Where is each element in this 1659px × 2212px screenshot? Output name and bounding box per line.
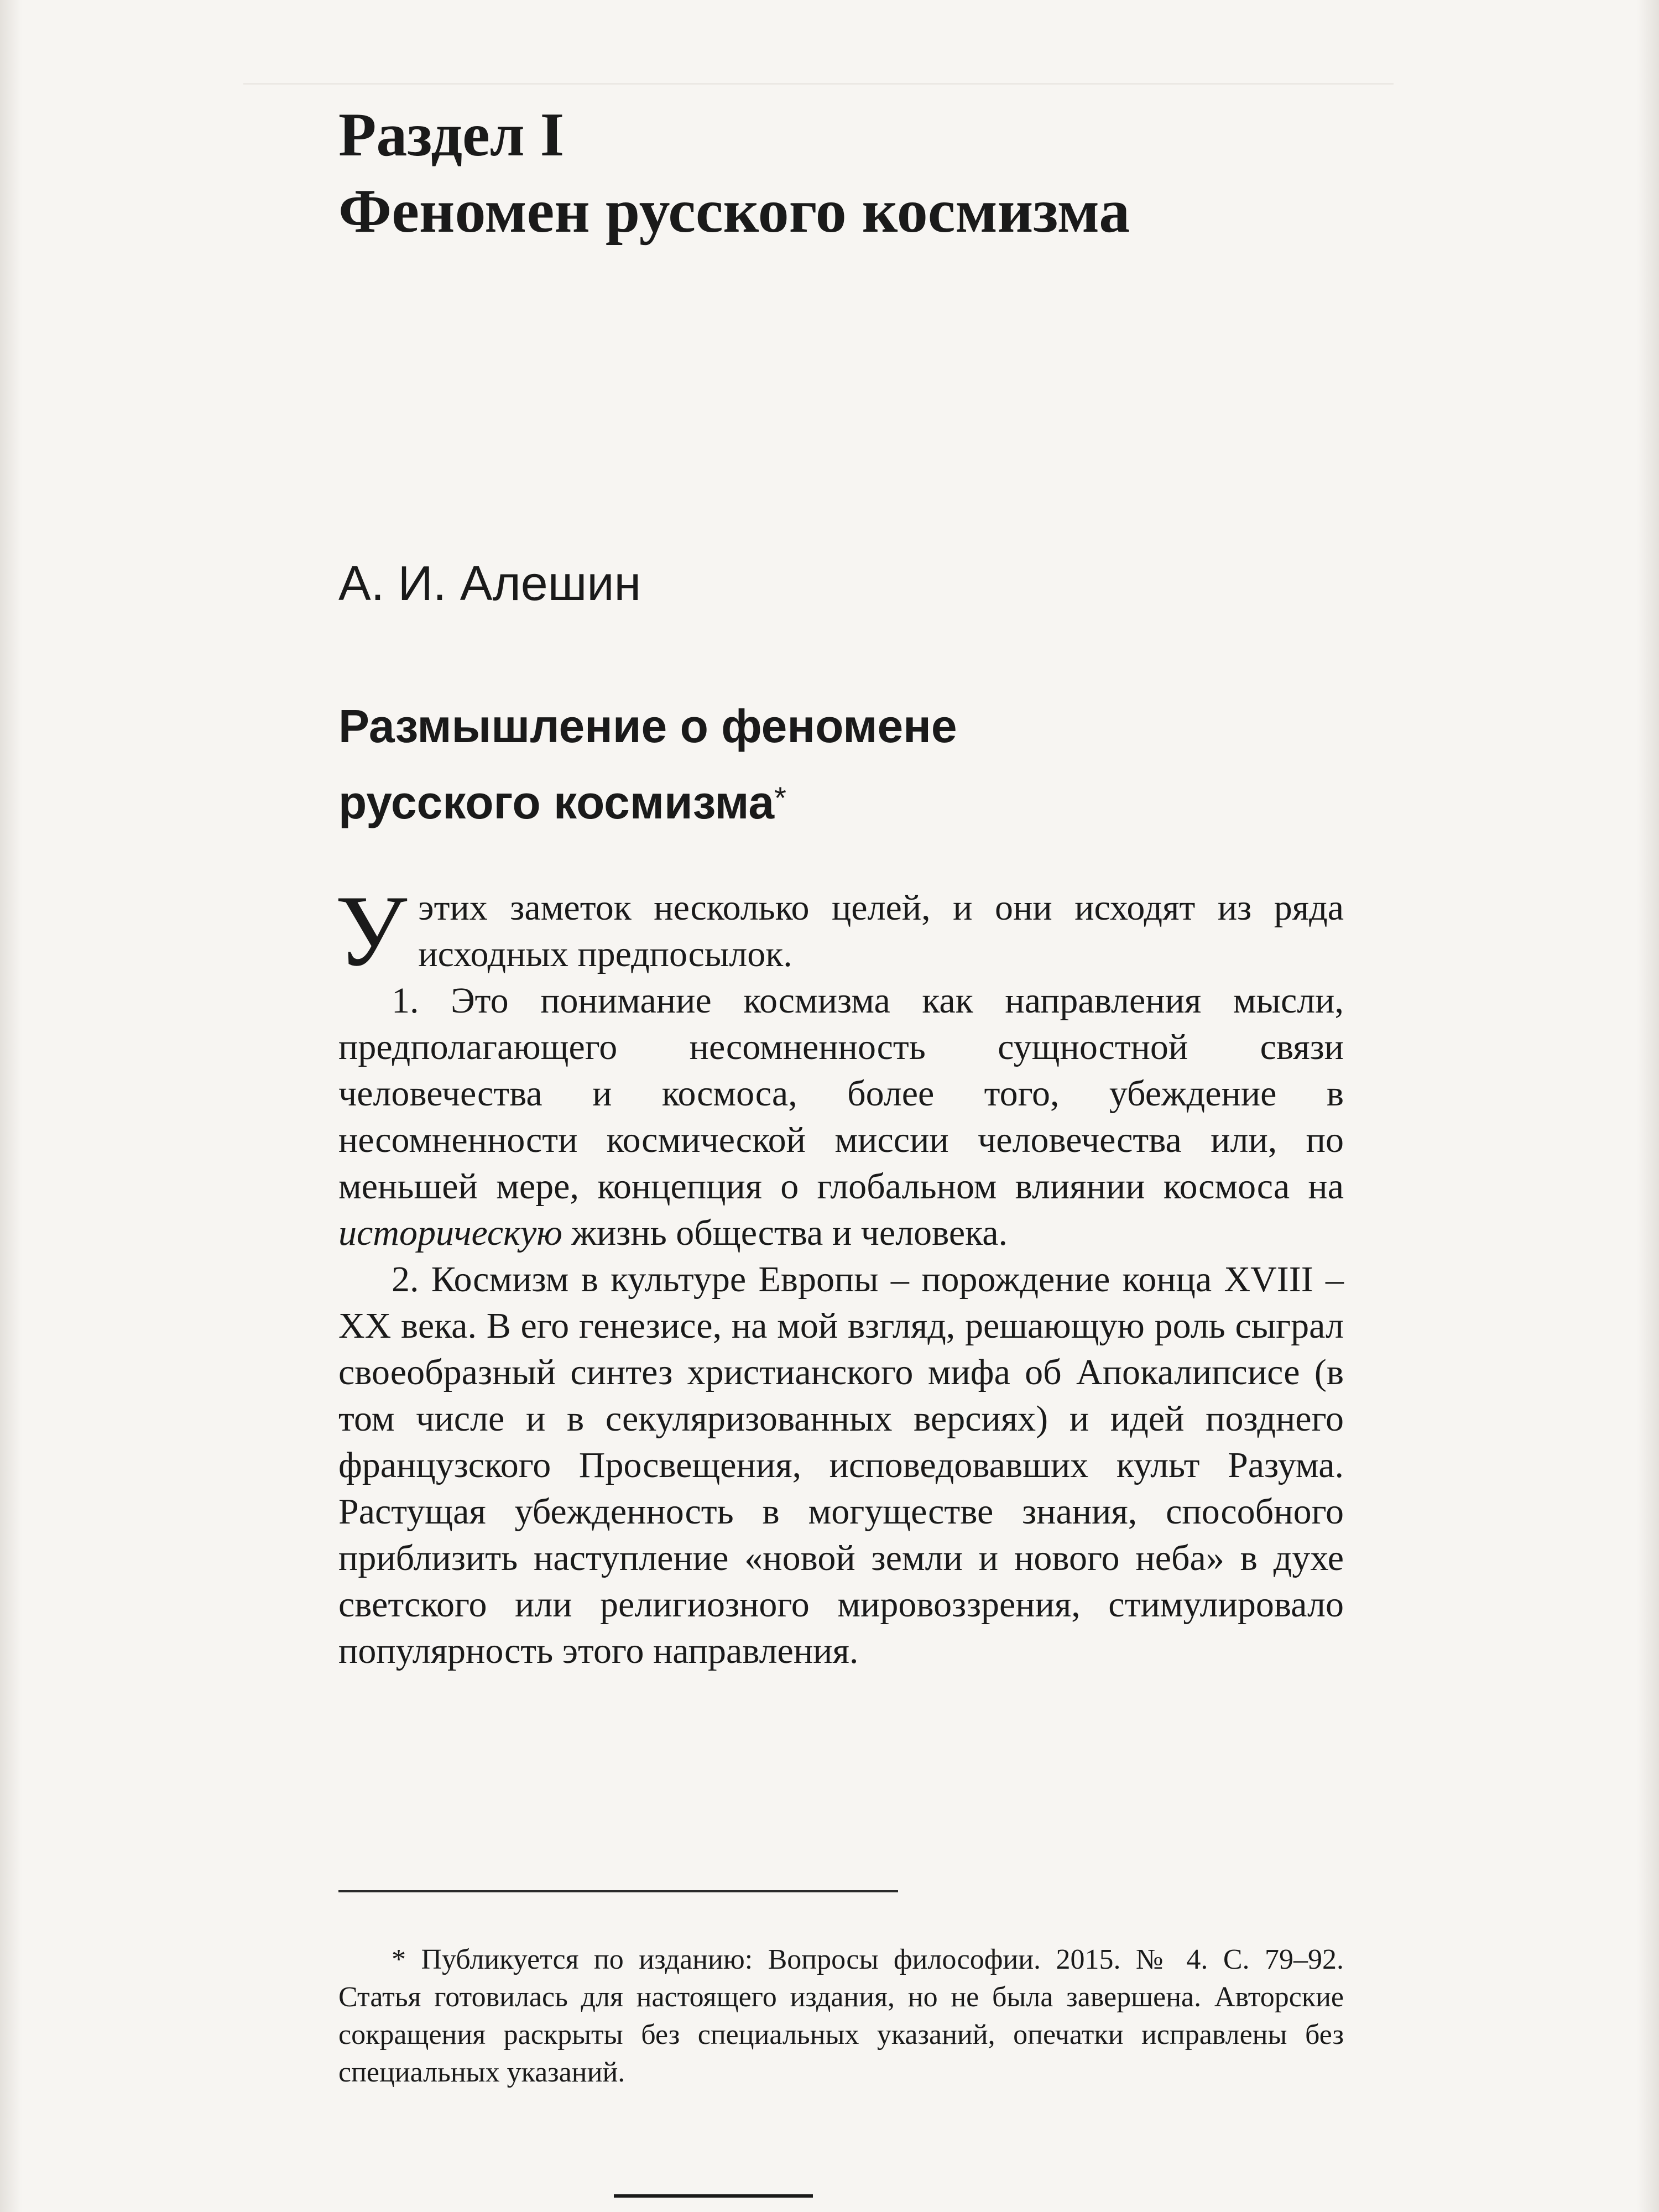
article-author: А. И. Алешин: [338, 556, 641, 611]
article-title: [338, 690, 1344, 838]
page-edge-left: [0, 0, 22, 2212]
footnote-mark: *: [774, 780, 786, 815]
page-edge-right: [1637, 0, 1659, 2212]
intro-paragraph: [335, 874, 1344, 987]
footnote-text: * Публикуется по изданию: Вопросы философии. 2015. № 4. С. 79–92. Статья готовилась для настоящего издания, но не была завершена. Авторские сокращения раскрыты без специальных указаний, опечатки исправлены без специальных указаний.: [338, 1944, 1344, 2088]
drop-cap: У: [335, 874, 408, 987]
footnote: [338, 1941, 1344, 2091]
point-1-text-end: жизнь общества и человека.: [562, 1213, 1008, 1253]
bottom-mark: [614, 2194, 813, 2198]
bleed-through-rule: [243, 83, 1394, 85]
part-heading: [338, 97, 1344, 249]
article-body: [335, 874, 1344, 1674]
article-title-line-1: Размышление о феномене: [338, 700, 957, 752]
part-label: Раздел I: [338, 101, 565, 169]
point-2-paragraph: 2. Космизм в культуре Европы – порождение конца XVIII – XX века. В его генезисе, на мой взгляд, решающую роль сыграл своеобразный синтез христианского мифа об Апокалипсисе (в том числе и в секуляризованных версиях) и идей позднего французского Просвещения, исповедовавших культ Разума. Растущая убежденность в могуществе знания, способного приблизить наступление «новой земли и нового неба» в духе светского или религиозного мировоззрения, стимулировало популярность этого направления.: [338, 1259, 1344, 1671]
footnote-separator: [338, 1890, 898, 1892]
intro-text: этих заметок несколько целей, и они исходят из ряда исходных предпосылок.: [418, 888, 1344, 974]
point-1-text-start: 1. Это понимание космизма как направления мысли, предполагающего несомненность сущностной связи человечества и космоса, более того, убеждение в несомненности космической миссии человечества или, по меньшей мере, концепция о глобальном влиянии космоса на: [338, 980, 1344, 1207]
part-title: Феномен русского космизма: [338, 177, 1130, 246]
point-1-italic-word: историческую: [338, 1213, 562, 1253]
article-title-line-2: [338, 762, 1344, 838]
point-1-paragraph: [338, 978, 1344, 1256]
article-title-line-2-text: русского космизма: [338, 776, 775, 828]
